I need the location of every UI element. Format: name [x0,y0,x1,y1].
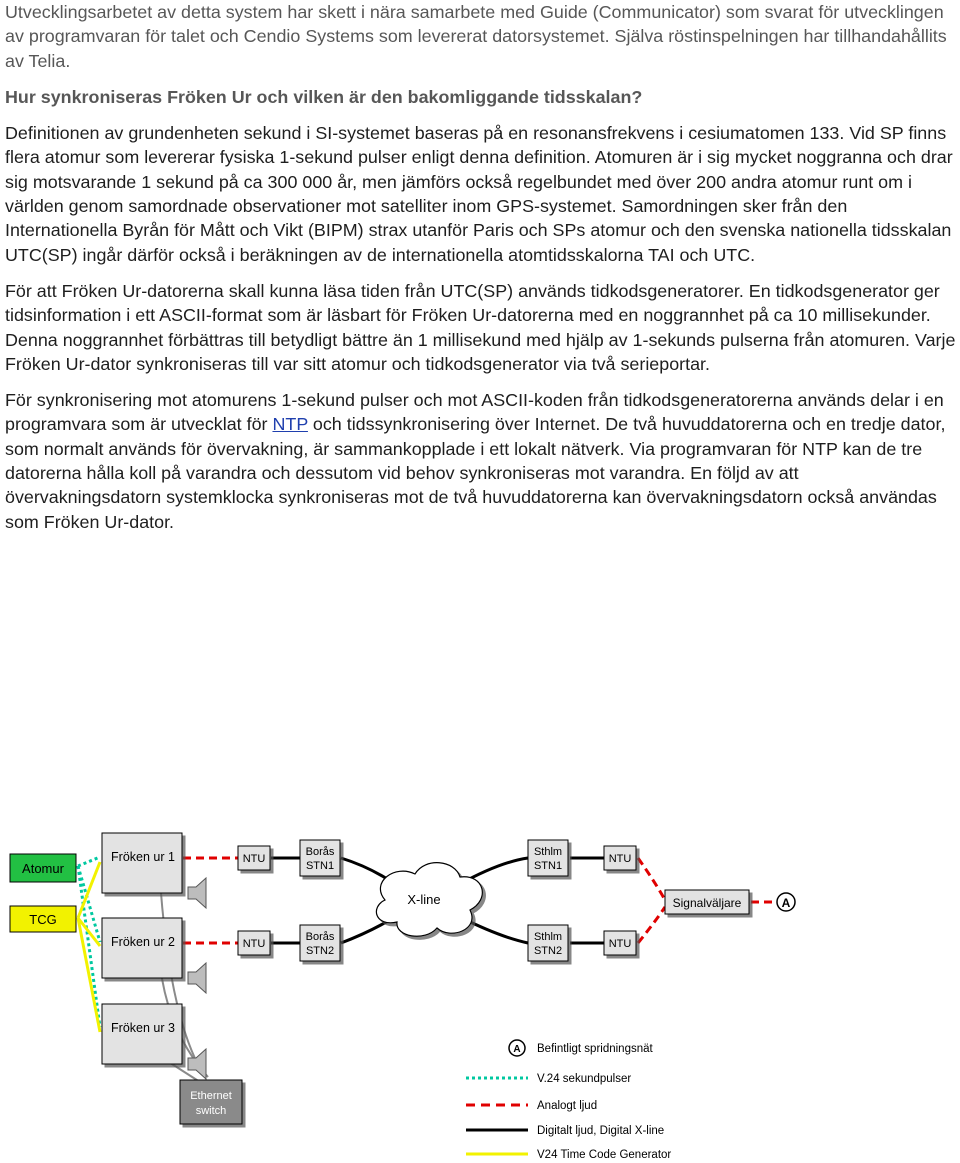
legend-text: Befintligt spridningsnät [537,1043,653,1055]
ntu-left-1-label: NTU [242,853,266,865]
legend-item-spridningsnat [509,1040,654,1056]
legend [466,1040,671,1161]
sthlm-stn2-line1: Sthlm [533,931,563,943]
sync-diagram [0,822,960,1163]
ethernet-line1: Ethernet [190,1090,232,1102]
legend-item-sekundpulser [466,1073,631,1085]
legend-item-tcg [466,1149,671,1161]
legend-item-digitalt [466,1125,664,1137]
paragraph-definition-lead: Definitionen av grundenheten sekund i SI-systemet baseras på en resonansfrekvens i cesiumatomen 133. Vid SP finns flera atomur som levererar fysiska 1-sekund pulser enligt denna definition. [5,123,947,168]
ntu-right-2-label: NTU [608,938,632,950]
paragraph-ntp [5,388,957,534]
paragraph-timecode-text: För att Fröken Ur-datorerna skall kunna läsa tiden från UTC(SP) används tidkodsgeneratorer. En tidkodsgenerator ger tidsinformation i ett ASCII-format som är läsbart för Fröken Ur-datorerna med en noggrannhet på ca 10 millisekunder. Denna noggrannhet förbättras till betydligt bättre än 1 millisekund med hjälp av 1-sekunds pulserna från atomuren. Varje Fröken Ur-dator synkroniseras till var sitt atomur och tidkodsgenerator via två serieportar. [5,280,956,374]
legend-text: V.24 sekundpulser [537,1073,632,1085]
froken-ur-2-label: Fröken ur 2 [111,935,175,949]
ethernet-line2: switch [195,1105,227,1117]
section-heading: Hur synkroniseras Fröken Ur och vilken är den bakomliggande tidsskalan? [5,86,643,107]
legend-item-analogt [466,1100,597,1112]
paragraph-timecode [5,279,957,376]
sthlm-stn2-line2: STN2 [533,945,563,957]
atomur-label: Atomur [22,861,64,876]
intro-text: Utvecklingsarbetet av detta system har skett i nära samarbete med Guide (Communicator) som svarat för utvecklingen av programvaran för talet och Cendio Systems som levererat datorsystemet. Själva röstinspelningen har tillhandahållits av Telia. [5,2,947,71]
tcg-label: TCG [29,912,57,927]
intro-paragraph [5,0,957,73]
froken-ur-1-label: Fröken ur 1 [111,850,175,864]
atomur-node [10,854,76,882]
ntu-right-1-label: NTU [608,853,632,865]
a-marker [777,893,795,911]
article-text [5,0,957,546]
tcg-node [10,906,76,932]
legend-text: V24 Time Code Generator [537,1149,672,1161]
ethernet-switch-node [180,1080,242,1124]
froken-ur-3-label: Fröken ur 3 [111,1021,175,1035]
boras-stn1-line2: STN1 [305,860,335,872]
sthlm-stn1-line2: STN1 [533,860,563,872]
legend-a-label: A [513,1044,521,1055]
boras-stn1-line1: Borås [305,846,335,858]
paragraph-ntp-before: För synkronisering mot atomurens 1-sekund pulser och mot ASCII-koden från tidkodsgeneratorerna används delar i en programvara som är utvecklat för [5,390,944,435]
paragraph-definition-rest: Atomuren är i sig mycket noggranna och drar sig motsvarande 1 sekund på ca 300 000 år, men jämförs också regelbundet med över 200 andra atomur runt om i världen genom samordnade observationer mot satelliter inom GPS-systemet. Samordningen sker från den Internationella Byrån för Mått och Vikt (BIPM) strax utanför Paris och SPs atomur och den svenska nationella tidsskalan UTC(SP) ingår därför också i beräkningen av de internationella atomtidsskalorna TAI och UTC. [5,147,953,265]
legend-text: Digitalt ljud, Digital X-line [537,1125,665,1137]
ntp-link[interactable]: NTP [272,414,308,435]
sthlm-stn1-line1: Sthlm [533,846,563,858]
x-line-label: X-line [407,892,441,907]
signalvaljare-label: Signalväljare [672,896,742,910]
boras-stn2-line1: Borås [305,931,335,943]
boras-stn2-line2: STN2 [305,945,335,957]
paragraph-definition [5,121,957,267]
legend-text: Analogt ljud [537,1100,598,1112]
speaker-icon [188,878,206,908]
ntu-left-2-label: NTU [242,938,266,950]
speaker-icon [188,963,206,993]
paragraph-ntp-after: och tidssynkronisering över Internet. De två huvuddatorerna och en tredje dator, som normalt används för övervakning, är sammankopplade i ett lokalt nätverk. Via programvaran för NTP kan de tre datorerna hålla koll på varandra och dessutom vid behov synkroniseras mot varandra. En följd av att övervakningsdatorn systemklocka synkroniseras mot de två huvuddatorerna kan övervakningsdatorn också användas som Fröken Ur-dator. [5,414,946,532]
a-marker-label: A [781,896,791,910]
